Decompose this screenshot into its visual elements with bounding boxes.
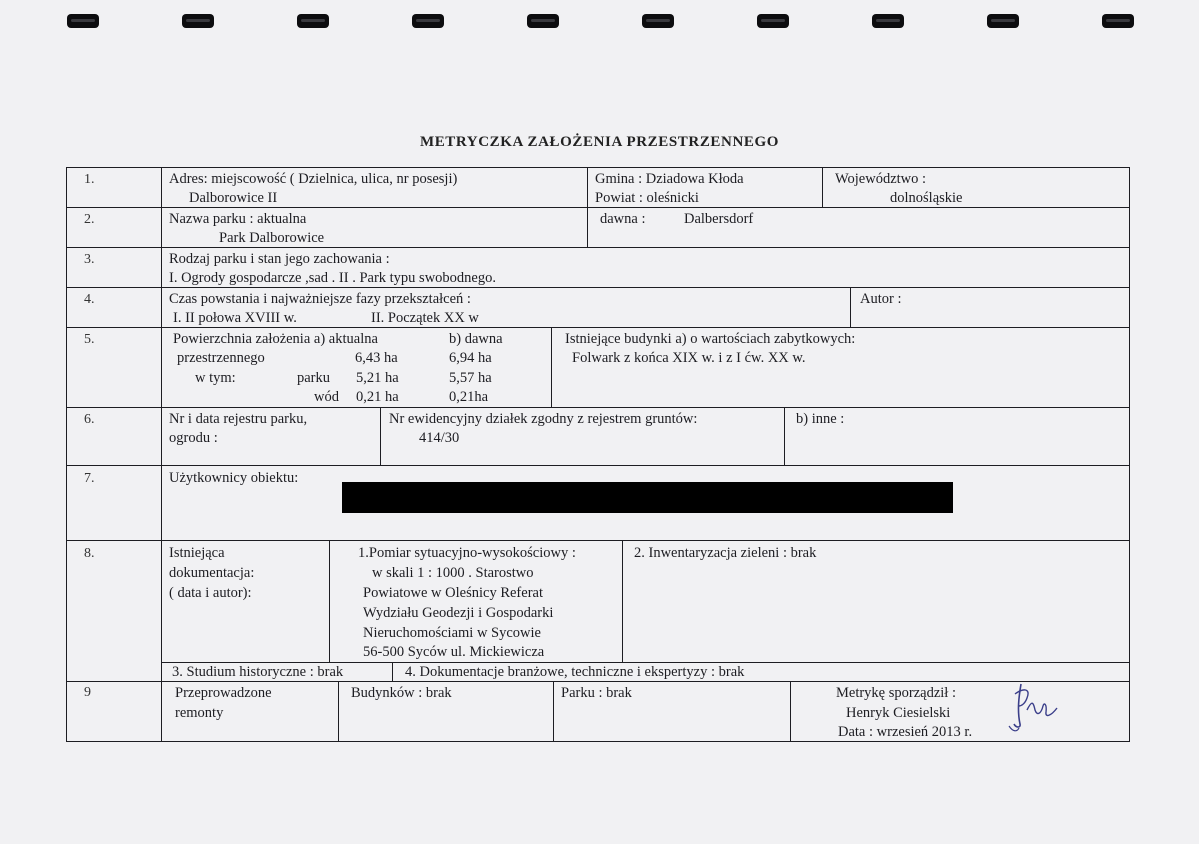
area-park-former: 5,57 ha xyxy=(449,370,492,386)
prepared-by-name: Henryk Ciesielski xyxy=(846,705,951,721)
renovations-label-2: remonty xyxy=(175,705,224,721)
history-phase-1: I. II połowa XVIII w. xyxy=(173,310,297,326)
table-border-bottom xyxy=(66,741,1130,742)
area-label: Powierzchnia założenia a) aktualna xyxy=(173,331,378,347)
table-border-right xyxy=(1129,167,1130,741)
area-former-label: b) dawna xyxy=(449,331,503,347)
binder-hole xyxy=(642,14,674,28)
buildings-label: Istniejące budynki a) o wartościach zabytkowych: xyxy=(565,331,856,347)
row-divider xyxy=(66,681,1130,682)
address-label: Adres: miejscowość ( Dzielnica, ulica, nr posesji) xyxy=(169,171,458,187)
row-number: 2. xyxy=(84,212,95,227)
cell-divider xyxy=(822,167,823,207)
binder-hole xyxy=(412,14,444,28)
survey-line-3: Powiatowe w Oleśnicy Referat xyxy=(363,585,543,601)
binder-hole xyxy=(297,14,329,28)
prepared-by-label: Metrykę sporządził : xyxy=(836,685,956,701)
former-name-value: Dalbersdorf xyxy=(684,211,754,227)
wojewodztwo-value: dolnośląskie xyxy=(890,190,963,206)
preparation-date: Data : wrzesień 2013 r. xyxy=(838,724,973,740)
author-label: Autor : xyxy=(860,291,902,307)
row-divider xyxy=(66,407,1130,408)
form-title: METRYCZKA ZAŁOŻENIA PRZESTRZENNEGO xyxy=(419,134,780,150)
number-column-divider xyxy=(161,167,162,741)
row-number: 6. xyxy=(84,412,95,427)
row-divider xyxy=(66,207,1130,208)
buildings-value: Folwark z końca XIX w. i z I ćw. XX w. xyxy=(572,350,806,366)
cell-divider xyxy=(553,681,554,741)
redaction-bar xyxy=(342,482,953,513)
area-water-former: 0,21ha xyxy=(449,389,489,405)
park-type-value: I. Ogrody gospodarcze ,sad . II . Park typu swobodnego. xyxy=(169,270,496,286)
renovations-park: Parku : brak xyxy=(561,685,632,701)
other-label: b) inne : xyxy=(796,411,845,427)
park-name-value: Park Dalborowice xyxy=(219,230,325,246)
register-label-2: ogrodu : xyxy=(169,430,218,446)
park-type-label: Rodzaj parku i stan jego zachowania : xyxy=(169,251,390,267)
documentation-label: Istniejąca xyxy=(169,545,225,561)
greenery-inventory: 2. Inwentaryzacja zieleni : brak xyxy=(634,545,817,561)
survey-line-1: 1.Pomiar sytuacyjno-wysokościowy : xyxy=(358,545,576,561)
area-former-total: 6,94 ha xyxy=(449,350,492,366)
table-border-top xyxy=(66,167,1130,168)
historical-study: 3. Studium historyczne : brak xyxy=(172,664,344,680)
cell-divider xyxy=(380,407,381,465)
users-label: Użytkownicy obiektu: xyxy=(169,470,299,486)
area-park-label: parku xyxy=(297,370,331,386)
cell-divider xyxy=(850,287,851,327)
cell-divider xyxy=(622,540,623,662)
binder-hole xyxy=(527,14,559,28)
binder-hole xyxy=(987,14,1019,28)
row-number: 8. xyxy=(84,546,95,561)
survey-line-4: Wydziału Geodezji i Gospodarki xyxy=(363,605,554,621)
cell-divider xyxy=(329,540,330,662)
register-label: Nr i data rejestru parku, xyxy=(169,411,308,427)
plots-value: 414/30 xyxy=(419,430,460,446)
row-divider xyxy=(66,327,1130,328)
cell-divider xyxy=(551,327,552,407)
plots-label: Nr ewidencyjny działek zgodny z rejestrem gruntów: xyxy=(389,411,698,427)
binder-hole xyxy=(182,14,214,28)
area-including-label: w tym: xyxy=(195,370,236,386)
row-number: 9 xyxy=(84,685,91,700)
signature-mark xyxy=(1003,676,1063,736)
address-value: Dalborowice II xyxy=(189,190,278,206)
renovations-label: Przeprowadzone xyxy=(175,685,272,701)
row-divider xyxy=(66,247,1130,248)
documentation-label-2: dokumentacja: xyxy=(169,565,255,581)
row-number: 5. xyxy=(84,332,95,347)
row-divider xyxy=(66,540,1130,541)
binder-hole xyxy=(1102,14,1134,28)
gmina-text: Gmina : Dziadowa Kłoda xyxy=(595,171,744,187)
cell-divider xyxy=(790,681,791,741)
powiat-text: Powiat : oleśnicki xyxy=(595,190,699,206)
row-divider xyxy=(66,465,1130,466)
former-name-label: dawna : xyxy=(600,211,646,227)
area-water-label: wód xyxy=(314,389,339,405)
row-divider xyxy=(66,287,1130,288)
cell-divider xyxy=(587,167,588,247)
industry-documentation: 4. Dokumentacje branżowe, techniczne i ekspertyzy : brak xyxy=(405,664,745,680)
wojewodztwo-label: Województwo : xyxy=(835,171,927,187)
area-park-current: 5,21 ha xyxy=(356,370,399,386)
survey-line-6: 56-500 Syców ul. Mickiewicza xyxy=(363,644,545,660)
survey-line-2: w skali 1 : 1000 . Starostwo xyxy=(372,565,534,581)
park-name-label: Nazwa parku : aktualna xyxy=(169,211,307,227)
renovations-buildings: Budynków : brak xyxy=(351,685,452,701)
cell-divider xyxy=(338,681,339,741)
area-label-2: przestrzennego xyxy=(177,350,265,366)
row-number: 4. xyxy=(84,292,95,307)
row-number: 1. xyxy=(84,172,95,187)
row-number: 7. xyxy=(84,471,95,486)
survey-line-5: Nieruchomościami w Sycowie xyxy=(363,625,541,641)
history-phase-2: II. Początek XX w xyxy=(371,310,479,326)
row-number: 3. xyxy=(84,252,95,267)
area-water-current: 0,21 ha xyxy=(356,389,399,405)
history-label: Czas powstania i najważniejsze fazy przekształceń : xyxy=(169,291,471,307)
area-current-total: 6,43 ha xyxy=(355,350,398,366)
binder-hole xyxy=(872,14,904,28)
cell-divider xyxy=(392,662,393,681)
binder-hole xyxy=(67,14,99,28)
cell-divider xyxy=(784,407,785,465)
table-border-left xyxy=(66,167,67,741)
documentation-label-3: ( data i autor): xyxy=(169,585,252,601)
binder-hole xyxy=(757,14,789,28)
